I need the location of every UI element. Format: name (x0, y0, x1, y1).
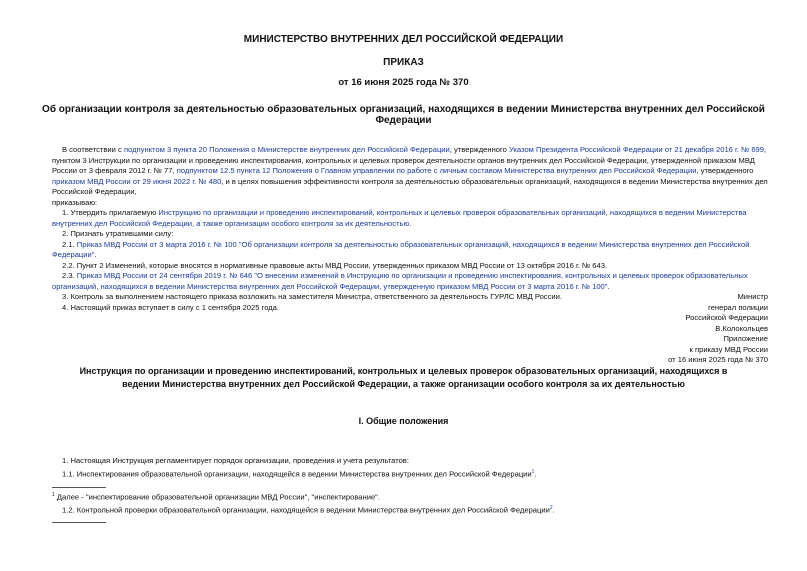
instruction-body (52, 456, 768, 480)
order-word: приказываю: (52, 197, 98, 207)
link-gurls-regulation[interactable]: подпунктом 12.5 пункта 12 Положения о Главном управлении по работе с личным составом Министерства внутренних дел Российской Федерации (176, 166, 697, 175)
footnote-divider-2 (52, 522, 106, 523)
ministry-heading: МИНИСТЕРСТВО ВНУТРЕННИХ ДЕЛ РОССИЙСКОЙ ФЕДЕРАЦИИ (243, 34, 564, 45)
signature-country: Российской Федерации (685, 313, 768, 322)
link-presidential-decree[interactable]: Указом Президента Российской Федерации от 21 декабря 2016 г. № 699 (508, 145, 764, 154)
order-date: от 16 июня 2025 года № 370 (338, 77, 469, 88)
signature-title: Министр (737, 292, 768, 301)
preamble-paragraph: В соответствии с подпунктом 3 пункта 20 Положения о Министерстве внутренних дел Российской Федерации, утвержденного Указом Президента Российской Федерации от 21 декабря 2016 г. № 699, пунктом 3 Инструкции по организации и проведению инспектирования, контрольных и целевых проверок деятельности органов внутренних дел Российской Федерации, утвержденной приказом МВД России от 3 февраля 2012 г. № 77, подпунктом 12.5 пункта 12 Положения о Главном управлении по работе с личным составом Министерства внутренних дел Российской Федерации, утвержденного приказом МВД России от 29 июня 2022 г. № 480, и в целях повышения эффективности контроля за деятельностью образовательных организаций, находящихся в ведении Министерства внутренних дел Российской Федерации, (52, 145, 768, 196)
item-4: 4. Настоящий приказ вступает в силу с 1 сентября 2025 года. (62, 302, 280, 312)
signature-name: В.Колокольцев (715, 323, 768, 333)
instruction-title: Инструкция по организации и проведению инспектирований, контрольных и целевых проверок образовательных организаций, находящихся в ведении Министерства внутренних дел Российской Федерации, а также организации особого контроля за их деятельностью (79, 366, 728, 389)
item-2-2: 2.2. Пункт 2 Изменений, которые вносятся в нормативные правовые акты МВД России, утвержденных приказом МВД России от 13 октября 2016 г. № 643. (62, 260, 608, 270)
footnote-1: $^1$ Далее - "инспектирование образовательной организации МВД России", "инспектирование". (52, 492, 380, 502)
footnote-1-mark: 1 (52, 492, 55, 498)
item-2-3: 2.3. Приказ МВД России от 24 сентября 2019 г. № 646 "О внесении изменений в Инструкцию по организации и проведению инспектирования, контрольных и целевых проверок образовательных организаций, находящихся в ведении Министерства внутренних дел Российской Федерации, утвержденную приказом МВД России от 3 марта 2016 г. № 100". (52, 271, 748, 291)
instruction-p1-2: 1.2. Контрольной проверки образовательной организации, находящейся в ведении Министерства внутренних дел Российской Федерации$^2$. (62, 505, 555, 515)
order-subject: Об организации контроля за деятельностью образовательных организаций, находящихся в ведении Министерства внутренних дел Российской Федерации (42, 104, 765, 126)
footnote-ref-2[interactable]: 2 (549, 505, 553, 511)
link-order-480[interactable]: приказом МВД России от 29 июня 2022 г. № 480 (52, 176, 222, 186)
link-order-100[interactable]: Приказ МВД России от 3 марта 2016 г. № 100 "Об организации контроля за деятельностью образовательных организаций, находящихся в ведении Министерства внутренних дел Российской Федерации" (52, 239, 750, 259)
instruction-p1: 1. Настоящая Инструкция регламентирует порядок организации, проведения и учета результатов: (62, 456, 409, 465)
order-body (52, 145, 768, 313)
appendix-label: Приложение (723, 334, 768, 343)
appendix-date: от 16 июня 2025 года № 370 (668, 355, 768, 364)
link-order-646[interactable]: Приказ МВД России от 24 сентября 2019 г. № 646 "О внесении изменений в Инструкцию по организации и проведению инспектирования, контрольных и целевых проверок образовательных организаций, находящихся в ведении Министерства внутренних дел Российской Федерации, утвержденную приказом МВД России от 3 марта 2016 г. № 100" (52, 271, 748, 291)
item-3: 3. Контроль за выполнением настоящего приказа возложить на заместителя Министра, ответственного за деятельность ГУРЛС МВД России. (62, 292, 562, 301)
section-heading: I. Общие положения (358, 416, 449, 426)
instruction-p1-1: 1.1. Инспектирования образовательной организации, находящейся в ведении Министерства внутренних дел Российской Федерации$^1$. (62, 468, 537, 479)
appendix-ref: к приказу МВД России (689, 344, 768, 354)
signature-rank: генерал полиции (708, 302, 768, 312)
link-instruction[interactable]: Инструкцию по организации и проведению инспектирований, контрольных и целевых проверок образовательных организаций, находящихся в ведении Министерства внутренних дел Российской Федерации, а также организации особого контроля за их деятельностью (52, 208, 747, 228)
signature-block (668, 292, 768, 366)
item-1: 1. Утвердить прилагаемую Инструкцию по организации и проведению инспектирований, контрольных и целевых проверок образовательных организаций, находящихся в ведении Министерства внутренних дел Российской Федерации, а также организации особого контроля за их деятельностью. (52, 208, 747, 228)
footnote-ref-1[interactable]: 1 (531, 468, 535, 475)
link-regulation-subparagraph[interactable]: подпунктом 3 пункта 20 Положения о Министерстве внутренних дел Российской Федерации (123, 145, 450, 154)
order-heading: ПРИКАЗ (383, 57, 424, 68)
item-2: 2. Признать утратившими силу: (62, 229, 174, 238)
item-2-1: 2.1. Приказ МВД России от 3 марта 2016 г. № 100 "Об организации контроля за деятельностью образовательных организаций, находящихся в ведении Министерства внутренних дел Российской Федерации". (52, 239, 750, 259)
footnote-divider (52, 487, 106, 488)
